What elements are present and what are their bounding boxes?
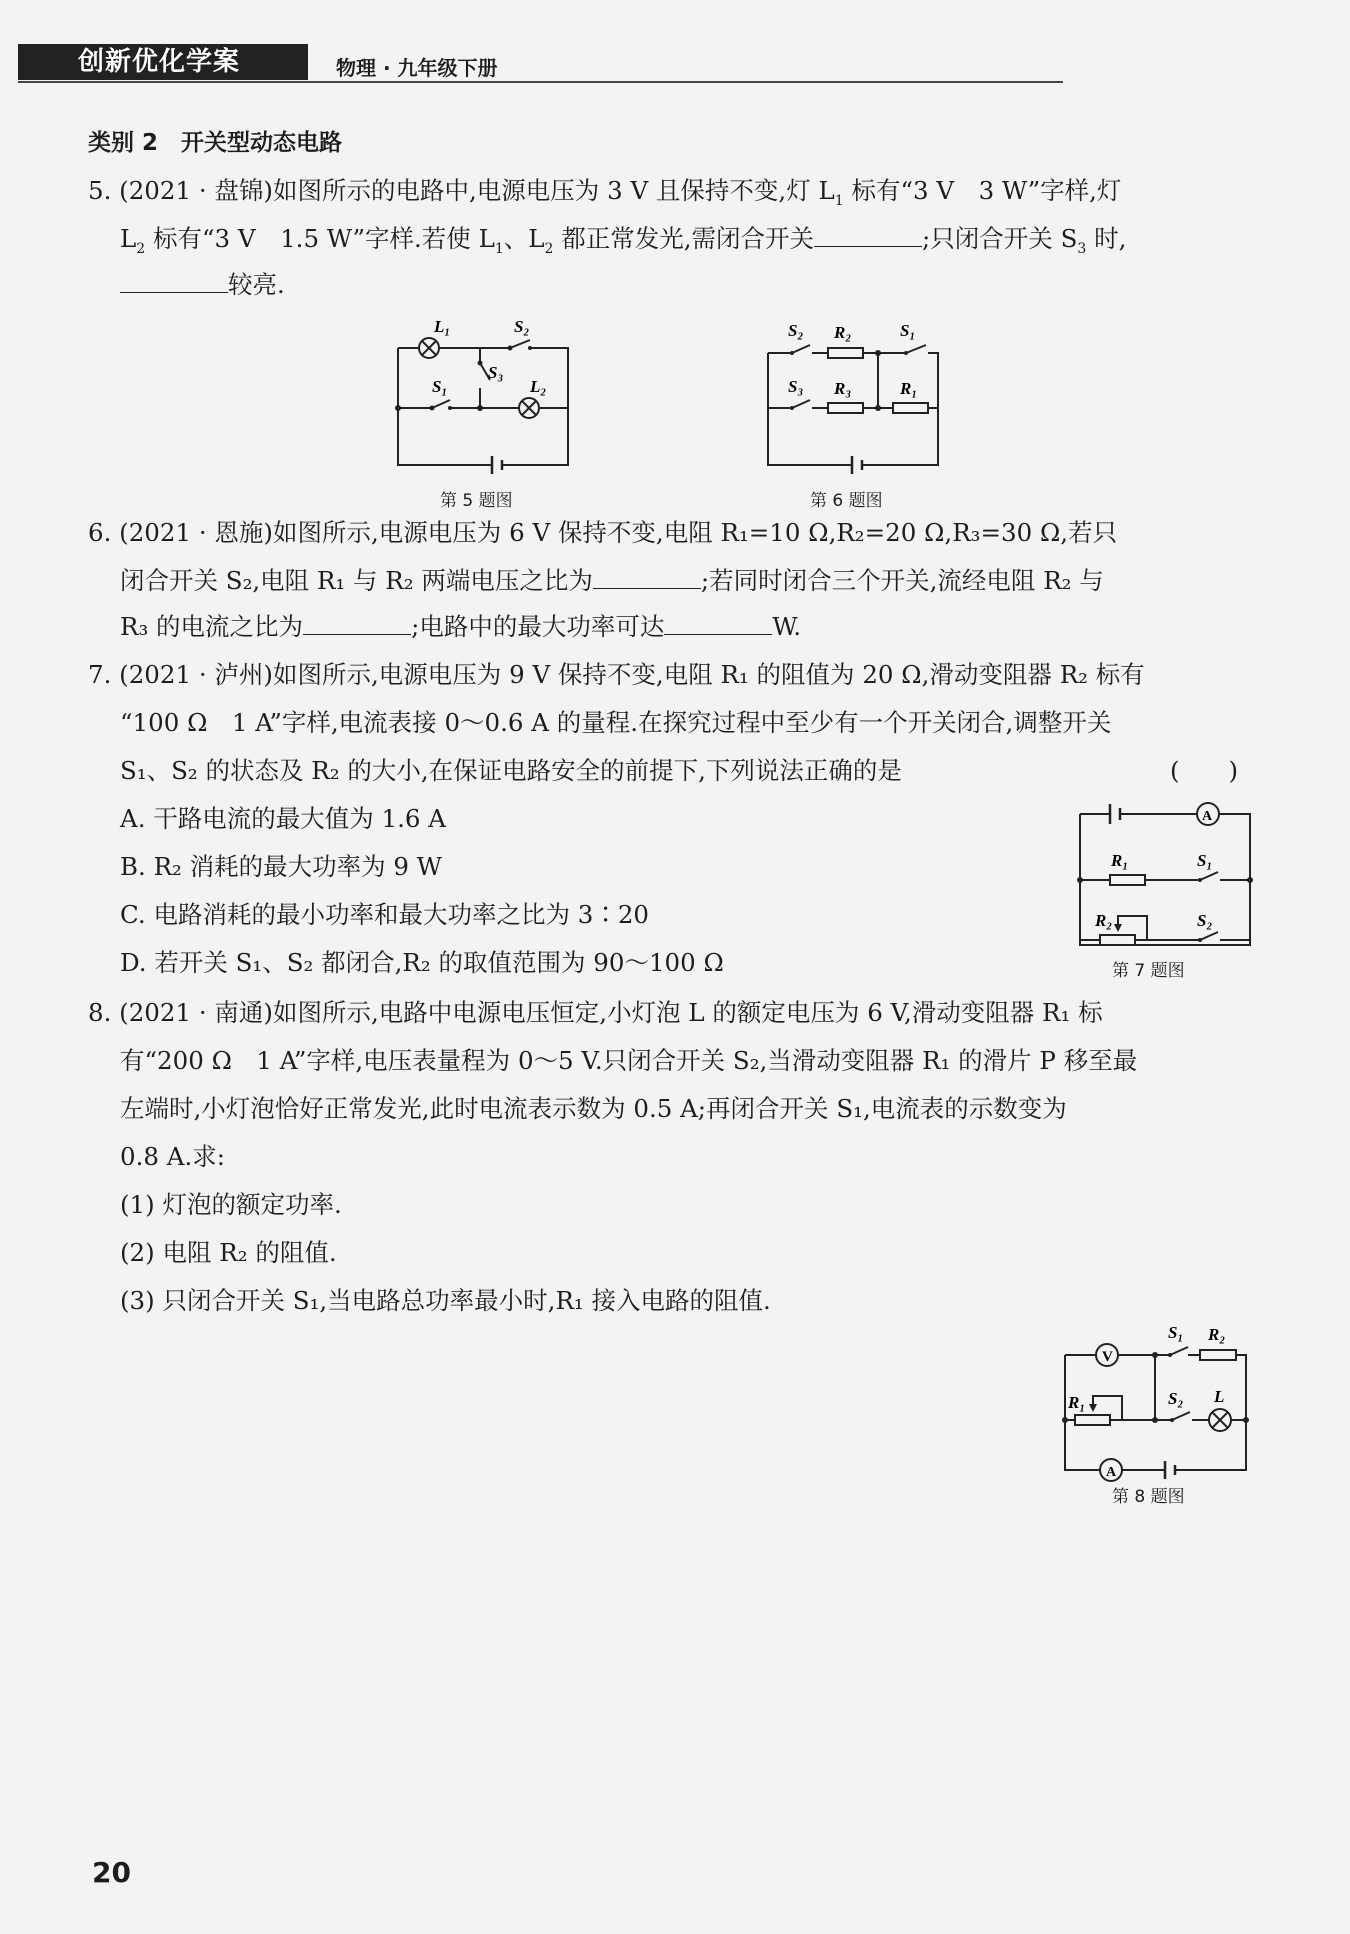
svg-text:L₂: L₂ [530,377,547,396]
q7-option-b: B. R₂ 消耗的最大功率为 9 W [120,852,442,881]
q7-option-a: A. 干路电流的最大值为 1.6 A [120,804,446,833]
svg-text:R₂: R₂ [1095,911,1113,930]
svg-text:S₁: S₁ [1168,1323,1184,1342]
svg-text:S₁: S₁ [1197,851,1213,870]
svg-text:A: A [1106,1465,1117,1480]
svg-text:S₂: S₂ [788,321,804,340]
q7-line-3: S₁、S₂ 的状态及 R₂ 的大小,在保证电路安全的前提下,下列说法正确的是 [120,756,902,785]
page-header [18,44,1063,82]
q7-answer-paren[interactable]: ( ) [1170,756,1239,785]
page-number: 20 [92,1856,131,1889]
header-divider [18,81,1063,83]
subject-title: 物理 · 九年级下册 [336,56,498,80]
svg-text:R₁: R₁ [1111,851,1129,870]
svg-text:S₃: S₃ [788,377,804,396]
q8-sub-3: (3) 只闭合开关 S₁,当电路总功率最小时,R₁ 接入电路的阻值. [120,1286,771,1315]
figure-7-caption: 第 7 题图 [1112,961,1185,981]
figure-8-circuit [1060,1323,1260,1480]
q5-line-1: 5. (2021 · 盘锦)如图所示的电路中,电源电压为 3 V 且保持不变,灯 $L_1$ 标有“3 V 3 W”字样,灯 [88,176,1122,209]
answer-blank[interactable] [120,270,228,293]
svg-text:V: V [1102,1349,1113,1365]
section-title: 类别 2 开关型动态电路 [88,130,343,156]
svg-text:L₁: L₁ [434,317,451,336]
answer-blank[interactable] [593,566,701,589]
answer-blank[interactable] [664,612,772,635]
q8-sub-1: (1) 灯泡的额定功率. [120,1190,342,1219]
q5-line-3: 较亮. [120,270,285,300]
q7-line-2: “100 Ω 1 A”字样,电流表接 0～0.6 A 的量程.在探究过程中至少有一个开关闭合,调整开关 [120,708,1112,737]
q8-line-3: 左端时,小灯泡恰好正常发光,此时电流表示数为 0.5 A;再闭合开关 S₁,电流表的示数变为 [120,1094,1067,1123]
q7-line-1: 7. (2021 · 泸州)如图所示,电源电压为 9 V 保持不变,电阻 R₁ 的阻值为 20 Ω,滑动变阻器 R₂ 标有 [88,660,1145,689]
q6-line-2: 闭合开关 S₂,电阻 R₁ 与 R₂ 两端电压之比为 ;若同时闭合三个开关,流经电阻 R₂ 与 [120,566,1104,595]
answer-blank[interactable] [303,612,411,635]
q6-line-3: R₃ 的电流之比为 ;电路中的最大功率可达 W. [120,612,802,641]
svg-text:S₃: S₃ [488,363,504,382]
svg-text:R₁: R₁ [1068,1393,1086,1412]
svg-text:R₂: R₂ [834,323,852,342]
figure-5-caption: 第 5 题图 [440,491,513,511]
brand-logo: 创新优化学案 [18,44,308,80]
q7-option-c: C. 电路消耗的最小功率和最大功率之比为 3∶20 [120,900,649,929]
svg-text:S₂: S₂ [514,317,530,336]
q8-line-1: 8. (2021 · 南通)如图所示,电路中电源电压恒定,小灯泡 L 的额定电压为 6 V,滑动变阻器 R₁ 标 [88,998,1103,1027]
q8-line-2: 有“200 Ω 1 A”字样,电压表量程为 0～5 V.只闭合开关 S₂,当滑动变阻器 R₁ 的滑片 P 移至最 [120,1046,1138,1075]
svg-text:A: A [1202,809,1213,824]
svg-text:S₂: S₂ [1197,911,1213,930]
svg-text:S₁: S₁ [432,377,448,396]
svg-text:L: L [1214,1387,1225,1406]
q7-option-d: D. 若开关 S₁、S₂ 都闭合,R₂ 的取值范围为 90～100 Ω [120,948,724,977]
svg-text:R₂: R₂ [1208,1325,1226,1344]
q6-line-1: 6. (2021 · 恩施)如图所示,电源电压为 6 V 保持不变,电阻 R₁=10 Ω,R₂=20 Ω,R₃=30 Ω,若只 [88,518,1118,547]
answer-blank[interactable] [814,224,922,247]
figure-8-caption: 第 8 题图 [1112,1487,1185,1507]
figure-6-caption: 第 6 题图 [810,491,883,511]
figure-6-circuit [760,318,960,483]
svg-text:S₂: S₂ [1168,1389,1184,1408]
figure-7-circuit [1075,800,1265,960]
q8-line-4: 0.8 A.求: [120,1142,225,1171]
svg-text:R₃: R₃ [834,379,852,398]
q8-sub-2: (2) 电阻 R₂ 的阻值. [120,1238,337,1267]
svg-text:R₁: R₁ [900,379,918,398]
svg-text:S₁: S₁ [900,321,916,340]
figure-5-circuit [390,318,580,483]
q5-line-2: $L_2$ 标有“3 V 1.5 W”字样.若使 $L_1$、$L_2$ 都正常发光,需闭合开关 ;只闭合开关 $S_3$ 时, [120,224,1127,257]
